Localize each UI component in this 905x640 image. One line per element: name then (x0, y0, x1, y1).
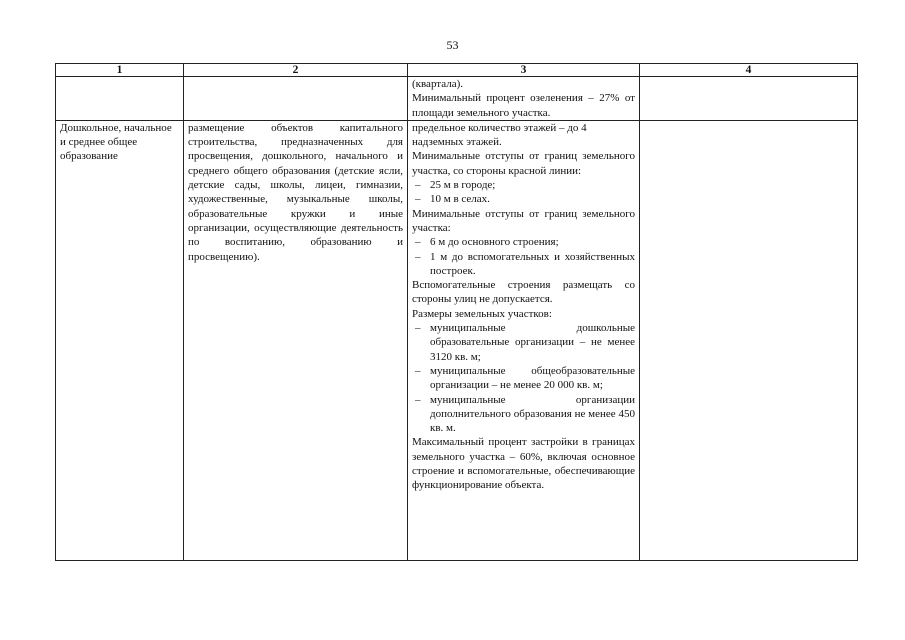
cell-parameters-continued (408, 77, 640, 121)
list-item: – муниципальные организации дополнительного образования не менее 450 кв. м. (412, 393, 635, 436)
cell-empty (640, 77, 858, 121)
list-item: – 1 м до вспомогательных и хозяйственных построек. (412, 250, 635, 279)
cell-use-type (56, 120, 184, 560)
list-item: – 10 м в селах. (412, 192, 635, 206)
red-line-setbacks-list (412, 178, 635, 207)
list-item: – муниципальные общеобразовательные организации – не менее 20 000 кв. м; (412, 364, 635, 393)
column-header-1: 1 (56, 64, 184, 77)
column-header-2: 2 (184, 64, 408, 77)
cell-notes (640, 120, 858, 560)
boundary-setbacks-text: Минимальные отступы от границ земельного участка: (412, 207, 635, 234)
list-item: – 25 м в городе; (412, 178, 635, 192)
use-type-name: Дошкольное, начальное и среднее общее образование (60, 121, 172, 163)
cell-parameters (408, 120, 640, 560)
table-row-education (56, 120, 858, 560)
continued-text: (квартала). (412, 78, 463, 90)
plot-sizes-text: Размеры земельных участков: (412, 307, 552, 320)
page-number: 53 (446, 38, 459, 52)
cell-empty (56, 77, 184, 121)
boundary-setbacks-list (412, 235, 635, 278)
floors-text: предельное количество этажей – до 4 надземных этажей. (412, 121, 587, 149)
column-header-4: 4 (640, 64, 858, 77)
red-line-setbacks-text: Минимальные отступы от границ земельного участка, со стороны красной линии: (412, 150, 635, 177)
cell-use-description (184, 120, 408, 560)
max-coverage-text: Максимальный процент застройки в границах земельного участка – 60%, включая основное строение и вспомогательные, обеспечивающие функционирование объекта. (412, 436, 635, 492)
table-header-row (56, 64, 858, 77)
list-item: – 6 м до основного строения; (412, 235, 635, 249)
table-row-continuation (56, 77, 858, 121)
list-item: – муниципальные дошкольные образовательные организации – не менее 3120 кв. м; (412, 321, 635, 364)
greening-text: Минимальный процент озеленения – 27% от площади земельного участка. (412, 92, 635, 119)
cell-empty (184, 77, 408, 121)
use-description: размещение объектов капитального строительства, предназначенных для просвещения, дошкольного, начального и среднего общего образования (детские ясли, детские сады, школы, лицеи, гимназии, художественные, музыкальные школы, образовательные кружки и иные организации, осуществляющие деятельность по воспитанию, образованию и просвещению). (188, 121, 403, 263)
column-header-3: 3 (408, 64, 640, 77)
plot-sizes-list (412, 321, 635, 435)
regulations-table (55, 63, 858, 561)
auxiliary-buildings-text: Вспомогательные строения размещать со стороны улиц не допускается. (412, 279, 635, 306)
